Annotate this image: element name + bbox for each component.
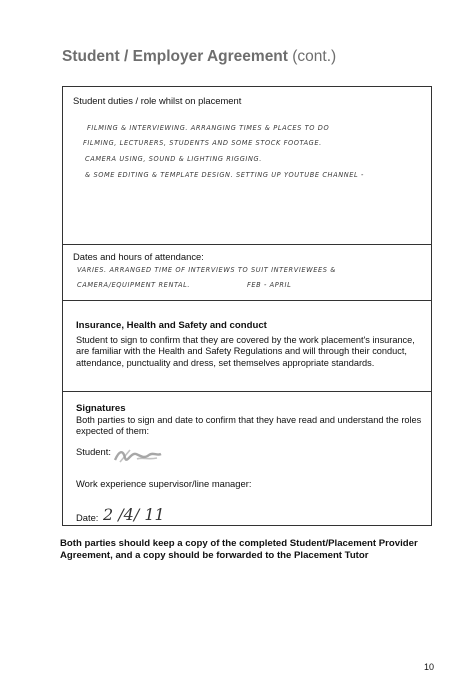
- attendance-section: [63, 245, 431, 301]
- duties-label: Student duties / role whilst on placement: [73, 95, 242, 106]
- insurance-heading: Insurance, Health and Safety and conduct: [76, 320, 267, 331]
- attendance-handwriting-dates: FEB - APRIL: [247, 281, 292, 289]
- signatures-intro: Both parties to sign and date to confirm that they have read and understand the roles expected of them:: [76, 415, 422, 437]
- signature-date-handwriting: 2 /4/ 11: [103, 505, 165, 524]
- attendance-handwriting-line: CAMERA/EQUIPMENT RENTAL.: [77, 281, 191, 289]
- date-label: Date:: [76, 512, 99, 523]
- student-signature-label: Student:: [76, 446, 111, 457]
- agreement-form: [62, 86, 432, 526]
- student-signature-image: [111, 445, 163, 467]
- duties-handwriting-line: & SOME EDITING & TEMPLATE DESIGN. SETTING UP YOUTUBE CHANNEL -: [85, 171, 364, 179]
- signatures-section: [63, 392, 431, 527]
- title-suffix: (cont.): [292, 48, 337, 65]
- duties-handwriting-line: FILMING & INTERVIEWING. ARRANGING TIMES & PLACES TO DO: [87, 124, 330, 132]
- attendance-handwriting-line: VARIES. ARRANGED TIME OF INTERVIEWS TO SUIT INTERVIEWEES &: [77, 266, 337, 274]
- insurance-text: Student to sign to confirm that they are covered by the work placement's insurance, are familiar with the Health and Safety Regulations and will through their conduct, attendance, punctuality and dress, set themselves appropriate standards.: [76, 335, 415, 368]
- title-main: Student / Employer Agreement: [62, 48, 288, 65]
- supervisor-signature-label: Work experience supervisor/line manager:: [76, 478, 252, 489]
- signatures-heading: Signatures: [76, 403, 126, 414]
- duties-section: [63, 87, 431, 245]
- footnote: Both parties should keep a copy of the completed Student/Placement Provider Agreement, and a copy should be forwarded to the Placement Tutor: [60, 538, 418, 561]
- page-title: [62, 48, 336, 66]
- duties-handwriting-line: FILMING, LECTURERS, STUDENTS AND SOME STOCK FOOTAGE.: [83, 139, 322, 147]
- insurance-section: [63, 301, 431, 392]
- page-number: 10: [424, 662, 435, 672]
- duties-handwriting-line: CAMERA USING, SOUND & LIGHTING RIGGING.: [85, 155, 262, 163]
- attendance-label: Dates and hours of attendance:: [73, 251, 204, 262]
